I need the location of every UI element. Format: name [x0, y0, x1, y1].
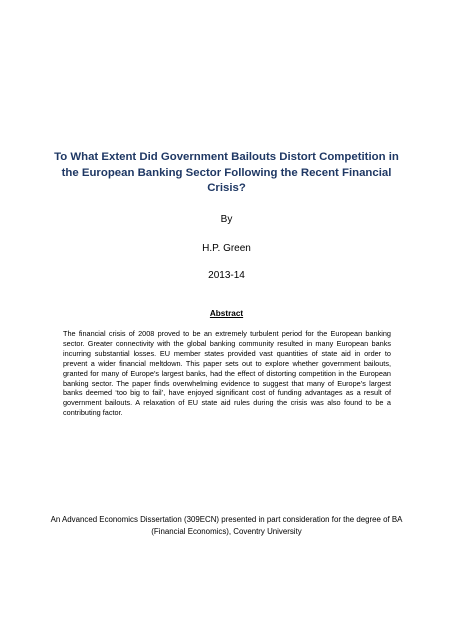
document-title: To What Extent Did Government Bailouts Distort Competition in the European Banking Sector Following the Recent Financial Crisis?	[54, 151, 399, 194]
abstract-text: The financial crisis of 2008 proved to be an extremely turbulent period for the European banking sector. Greater connectivity with the global banking community resulted in many European banks incurring substantial losses. EU member states provided vast quantities of state aid in order to prevent a wider financial meltdown. This paper sets out to explore whether government bailouts, granted for many of Europe’s largest banks, had the effect of distorting competition in the European banking sector. The paper finds overwhelming evidence to suggest that many of Europe’s largest banks deemed ‘too big to fail’, have enjoyed significant cost of funding advantages as a result of government bailouts. A relaxation of EU state aid rules during the crisis was also found to be a contributing factor.	[63, 329, 391, 418]
dissertation-note: An Advanced Economics Dissertation (309ECN) presented in part consideration for the degree of BA (Financial Economics), Coventry University	[50, 515, 403, 536]
academic-year: 2013-14	[208, 270, 245, 281]
author-name: H.P. Green	[202, 243, 251, 254]
by-label: By	[220, 214, 233, 225]
abstract-heading: Abstract	[209, 309, 244, 318]
